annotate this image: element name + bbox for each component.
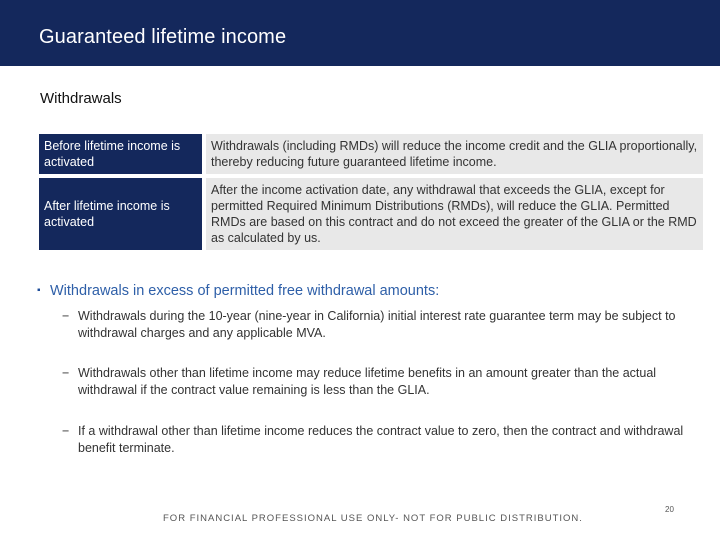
header-bar (0, 0, 720, 66)
dash-marker: − (62, 309, 70, 323)
sub-bullet-text: Withdrawals other than lifetime income may reduce lifetime benefits in an amount greater than the actual withdrawal if the contract value remaining is less than the GLIA. (78, 366, 657, 397)
sub-bullet-item (62, 423, 692, 457)
sub-bullet-text: Withdrawals during the 10-year (nine-year in California) initial interest rate guarantee term may be subject to withdrawal charges and any applicable MVA. (78, 309, 676, 340)
sub-bullet-item (62, 365, 692, 399)
table-row (39, 134, 703, 174)
sub-bullet-text: If a withdrawal other than lifetime income reduces the contract value to zero, then the contract and withdrawal benefit terminate. (78, 424, 684, 455)
row-label: After lifetime income is activated (39, 178, 202, 250)
bullet-item (37, 282, 697, 300)
bullet-marker-icon: ▪ (37, 285, 41, 296)
footer-disclaimer: FOR FINANCIAL PROFESSIONAL USE ONLY- NOT FOR PUBLIC DISTRIBUTION. (163, 513, 583, 524)
row-label: Before lifetime income is activated (39, 134, 202, 174)
row-description: After the income activation date, any withdrawal that exceeds the GLIA, except for permitted Required Minimum Distributions (RMDs), will reduce the GLIA. Permitted RMDs are based on this contract and do not exceed the greater of the GLIA or the RMD as calculated by us. (206, 178, 703, 250)
section-title: Withdrawals (40, 90, 122, 107)
sub-bullet-item (62, 308, 692, 342)
page-number: 20 (665, 505, 674, 514)
table-row (39, 178, 703, 250)
bullet-text: Withdrawals in excess of permitted free withdrawal amounts: (50, 283, 440, 299)
dash-marker: − (62, 424, 70, 438)
page-title: Guaranteed lifetime income (39, 26, 287, 48)
dash-marker: − (62, 366, 70, 380)
row-description: Withdrawals (including RMDs) will reduce the income credit and the GLIA proportionally, thereby reducing future guaranteed lifetime income. (206, 134, 703, 174)
withdrawals-table (39, 134, 703, 254)
